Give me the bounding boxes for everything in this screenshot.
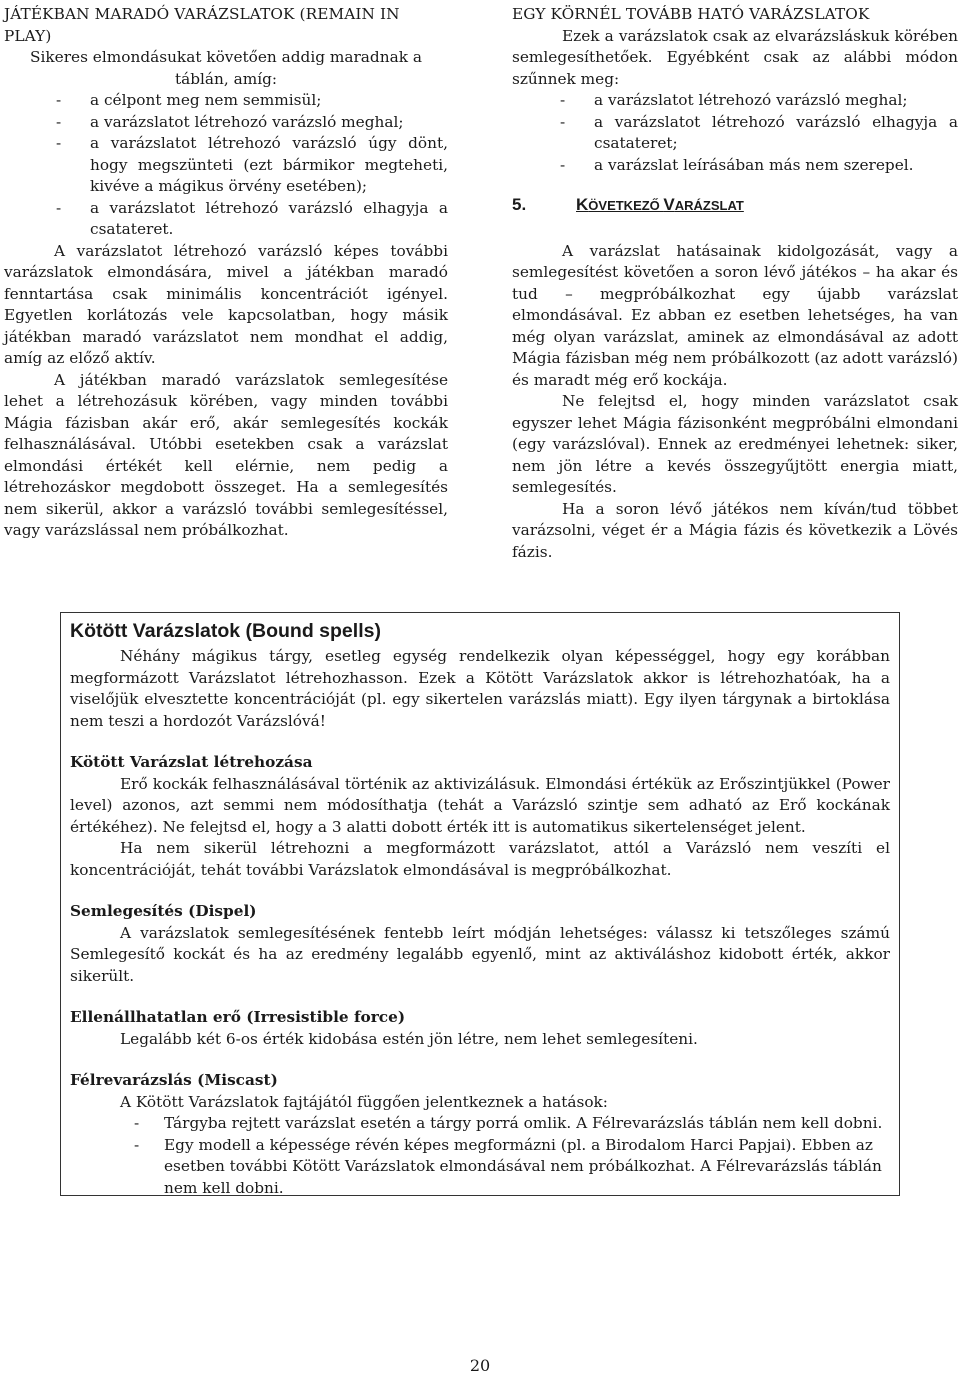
bound-spells-intro: Néhány mágikus tárgy, esetleg egység rendelkezik olyan képességgel, hogy egy korábban megformázott Varázslatot létrehozhasson. Ezek a Kötött Varázslatok akkor is létrehozhatóak, ha a viselőjük elvesztette koncentrációját (pl. egy sikertelen varázslás miatt). Egy ilyen tárgynak a birtoklása nem teszi a hordozót Varázslóvá! bbox=[70, 647, 890, 730]
list-item: - Tárgyba rejtett varázslat esetén a tárgy porrá omlik. A Félrevarázslás táblán nem kell dobni. bbox=[134, 1114, 883, 1132]
bound-spells-title: Kötött Varázslatok (Bound spells) bbox=[70, 620, 381, 642]
lasting-spells-paragraph: Ezek a varázslatok csak az elvarázsláskuk körében semlegesíthetőek. Egyébként csak az alábbi módon szűnnek meg: bbox=[512, 26, 958, 88]
miscast-title: Félrevarázslás (Miscast) bbox=[70, 1071, 278, 1089]
lasting-spells-heading: EGY KÖRNÉL TOVÁBB HATÓ VARÁZSLATOK bbox=[512, 5, 870, 23]
next-spell-paragraph-3: Ha a soron lévő játékos nem kíván/tud többet varázsolni, véget ér a Mágia fázis és következik a Lövés fázis. bbox=[512, 499, 958, 561]
miscast-paragraph: A Kötött Varázslatok fajtájától függően jelentkeznek a hatások: bbox=[120, 1092, 608, 1111]
bound-spells-box bbox=[60, 612, 900, 1196]
right-column bbox=[512, 4, 958, 563]
remain-in-play-intro: Sikeres elmondásukat követően addig maradnak a táblán, amíg: bbox=[30, 48, 422, 88]
remain-in-play-paragraph-1: A varázslatot létrehozó varázsló képes további varázslatok elmondására, mivel a játékban maradó fenntartása csak minimális koncentrációt igényel. Egyetlen korlátozás vele kapcsolatban, hogy másik játékban maradó varázslatot nem mondhat el addig, amíg az előző aktív. bbox=[4, 241, 448, 367]
list-item: - a varázslatot létrehozó varázsló elhagyja a csatateret. bbox=[56, 198, 448, 238]
list-item: - a varázslatot létrehozó varázsló meghal; bbox=[560, 91, 908, 109]
left-column bbox=[4, 4, 448, 542]
create-bound-spell-paragraph-2: Ha nem sikerül létrehozni a megformázott varázslatot, attól a Varázsló nem veszíti el koncentrációját, tehát további Varázslatok elmondásával is megpróbálkozhat. bbox=[70, 839, 890, 879]
create-bound-spell-paragraph-1: Erő kockák felhasználásával történik az aktivizálásuk. Elmondási értékük az Erőszintjükkel (Power level) azonos, azt semmi nem módosíthatja (tehát a Varázsló szintje sem adható az Erő kockának értékéhez). Ne felejtsd el, hogy a 3 alatti dobott érték itt is automatikus sikertelenséget jelent. bbox=[70, 774, 890, 836]
list-item: - a célpont meg nem semmisül; bbox=[56, 91, 322, 109]
list-item: - a varázslatot létrehozó varázsló úgy dönt, hogy megszünteti (ezt bármikor megteheti, kivéve a mágikus örvény esetében); bbox=[56, 134, 448, 195]
dispel-paragraph: A varázslatok semlegesítésének fentebb leírt módján lehetséges: válassz ki tetszőleges számú Semlegesítő kockát és ha az eredmény legalább egyenlő, mint az aktiváláshoz kidobott érték, akkor sikerült. bbox=[70, 923, 890, 985]
page-number: 20 bbox=[469, 1356, 491, 1375]
irresistible-force-title: Ellenállhatatlan erő (Irresistible force) bbox=[70, 1008, 406, 1026]
irresistible-force-paragraph: Legalább két 6-os érték kidobása estén jön létre, nem lehet semlegesíteni. bbox=[120, 1029, 698, 1048]
next-spell-paragraph-2: Ne felejtsd el, hogy minden varázslatot csak egyszer lehet Mágia fázisonként megpróbálni elmondani (egy varázslóval). Ennek az eredményei lehetnek: siker, nem jön létre a kevés összegyűjtött energia miatt, semlegesítés. bbox=[512, 392, 958, 496]
section-number: 5. bbox=[512, 195, 527, 214]
list-item: - a varázslatot létrehozó varázsló elhagyja a csatateret; bbox=[560, 112, 958, 152]
list-item: - Egy modell a képessége révén képes megformázni (pl. a Birodalom Harci Papjai). Ebben az esetben további Kötött Varázslatok elmondásával nem próbálkozhat. A Félrevarázslás táblán nem kell dobni. bbox=[134, 1135, 882, 1197]
remain-in-play-paragraph-2: A játékban maradó varázslatok semlegesítése lehet a létrehozásuk körében, vagy minden további Mágia fázisban akár erő, akár semlegesítés kockák felhasználásával. Utóbbi esetekben csak a varázslat elmondási értékét kell elérnie, nem pedig a létrehozáskor megdobott összeget. Ha a semlegesítés nem sikerül, akkor a varázsló további semlegesítéssel, vagy varázslással nem próbálkozhat. bbox=[4, 370, 448, 539]
dispel-title: Semlegesítés (Dispel) bbox=[70, 902, 257, 920]
remain-in-play-heading: JÁTÉKBAN MARADÓ VARÁZSLATOK (REMAIN IN PLAY) bbox=[4, 5, 400, 45]
list-item: - a varázslatot létrehozó varázsló meghal; bbox=[56, 112, 404, 131]
create-bound-spell-title: Kötött Varázslat létrehozása bbox=[70, 753, 313, 771]
next-spell-paragraph-1: A varázslat hatásainak kidolgozását, vagy a semlegesítést követően a soron lévő játékos – ha akar és tud – megpróbálkozhat egy újabb varázslat elmondásával. Ez abban ez esetben lehetséges, ha van még olyan varázslat, aminek az elmondásával az adott Mágia fázisban még nem próbálkozott (az adott varázsló) és maradt még erő kockája. bbox=[512, 241, 958, 389]
list-item: - a varázslat leírásában más nem szerepel. bbox=[560, 155, 914, 174]
section-heading-next-spell: 5. KÖVETKEZŐ VARÁZSLAT bbox=[512, 195, 744, 214]
